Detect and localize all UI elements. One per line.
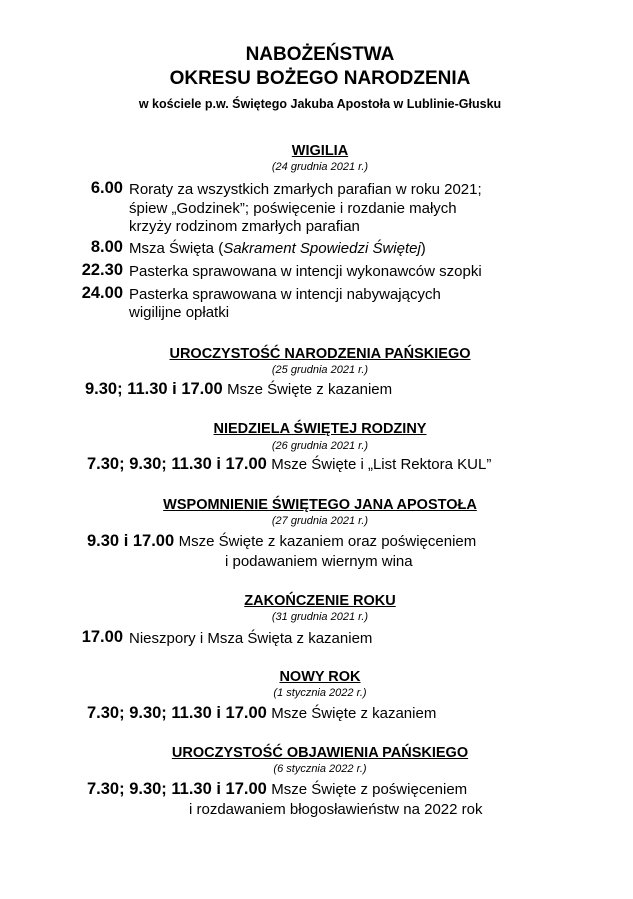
entry-description-line: Msze Święte z kazaniem [271,705,437,722]
section-date-nowy-rok: (1 stycznia 2022 r.) [273,687,367,699]
entry-description-text: ) [420,240,426,257]
entry-description-line: i rozdawaniem błogosławieństw na 2022 rok [189,801,483,818]
entry-description-line: Pasterka sprawowana w intencji wykonawców szopki [129,263,482,280]
section-date-wigilia: (24 grudnia 2021 r.) [271,161,369,173]
entry-description-line: Roraty za wszystkich zmarłych parafian w roku 2021; [129,181,482,198]
entry-description-line [129,240,426,257]
section-date-zakonczenie-roku: (31 grudnia 2021 r.) [271,611,369,623]
entry-time: 9.30; 11.30 i 17.00 [85,380,223,398]
entry-description-line: krzyży rodzinom zmarłych parafian [129,218,360,235]
section-title-zakonczenie-roku: ZAKOŃCZENIE ROKU [244,593,396,609]
entry-time: 24.00 [81,284,123,302]
entry-time: 7.30; 9.30; 11.30 i 17.00 [87,780,267,798]
entry-description-line: śpiew „Godzinek”; poświęcenie i rozdanie małych [129,200,457,217]
entry-time: 7.30; 9.30; 11.30 i 17.00 [87,455,267,473]
section-date-narodzenie: (25 grudnia 2021 r.) [271,364,369,376]
entry-description-line: Pasterka sprawowana w intencji nabywających [129,286,441,303]
entry-time: 22.30 [81,261,123,279]
entry-description-line: wigilijne opłatki [129,304,230,321]
entry-time: 7.30; 9.30; 11.30 i 17.00 [87,704,267,722]
page-title-line-2: OKRESU BOŻEGO NARODZENIA [169,68,471,89]
section-title-jana-apostola: WSPOMNIENIE ŚWIĘTEGO JANA APOSTOŁA [163,497,477,513]
page-subtitle: w kościele p.w. Świętego Jakuba Apostoła w Lublinie-Głusku [138,97,502,111]
section-date-objawienie: (6 stycznia 2022 r.) [273,763,367,775]
section-date-jana-apostola: (27 grudnia 2021 r.) [271,515,369,527]
entry-description-line: Msze Święte i „List Rektora KUL” [271,456,492,473]
entry-description-line: Nieszpory i Msza Święta z kazaniem [129,630,373,647]
entry-description-line: Msze Święte z kazaniem [227,381,393,398]
entry-time: 9.30 i 17.00 [87,532,175,550]
section-title-narodzenie: UROCZYSTOŚĆ NARODZENIA PAŃSKIEGO [169,346,471,362]
entry-description-line: Msze Święte z kazaniem oraz poświęceniem [178,533,477,550]
section-title-nowy-rok: NOWY ROK [279,669,361,685]
entry-description-italic: Sakrament Spowiedzi Świętej [223,240,421,257]
entry-time: 8.00 [90,238,123,256]
entry-row [87,780,467,799]
entry-time: 17.00 [81,628,123,646]
section-date-swietej-rodziny: (26 grudnia 2021 r.) [271,440,369,452]
entry-row [87,455,491,474]
entry-description-text: Msza Święta ( [129,240,224,257]
entry-row [87,704,436,723]
page-title-line-1: NABOŻEŃSTWA [245,44,395,65]
entry-time: 6.00 [90,179,123,197]
entry-description-line: Msze Święte z poświęceniem [271,781,468,798]
section-title-swietej-rodziny: NIEDZIELA ŚWIĘTEJ RODZINY [213,421,427,437]
entry-description-line: i podawaniem wiernym wina [225,553,413,570]
section-title-wigilia: WIGILIA [291,143,349,159]
entry-row [85,380,392,399]
section-title-objawienie: UROCZYSTOŚĆ OBJAWIENIA PAŃSKIEGO [171,745,469,761]
entry-row [87,532,476,551]
